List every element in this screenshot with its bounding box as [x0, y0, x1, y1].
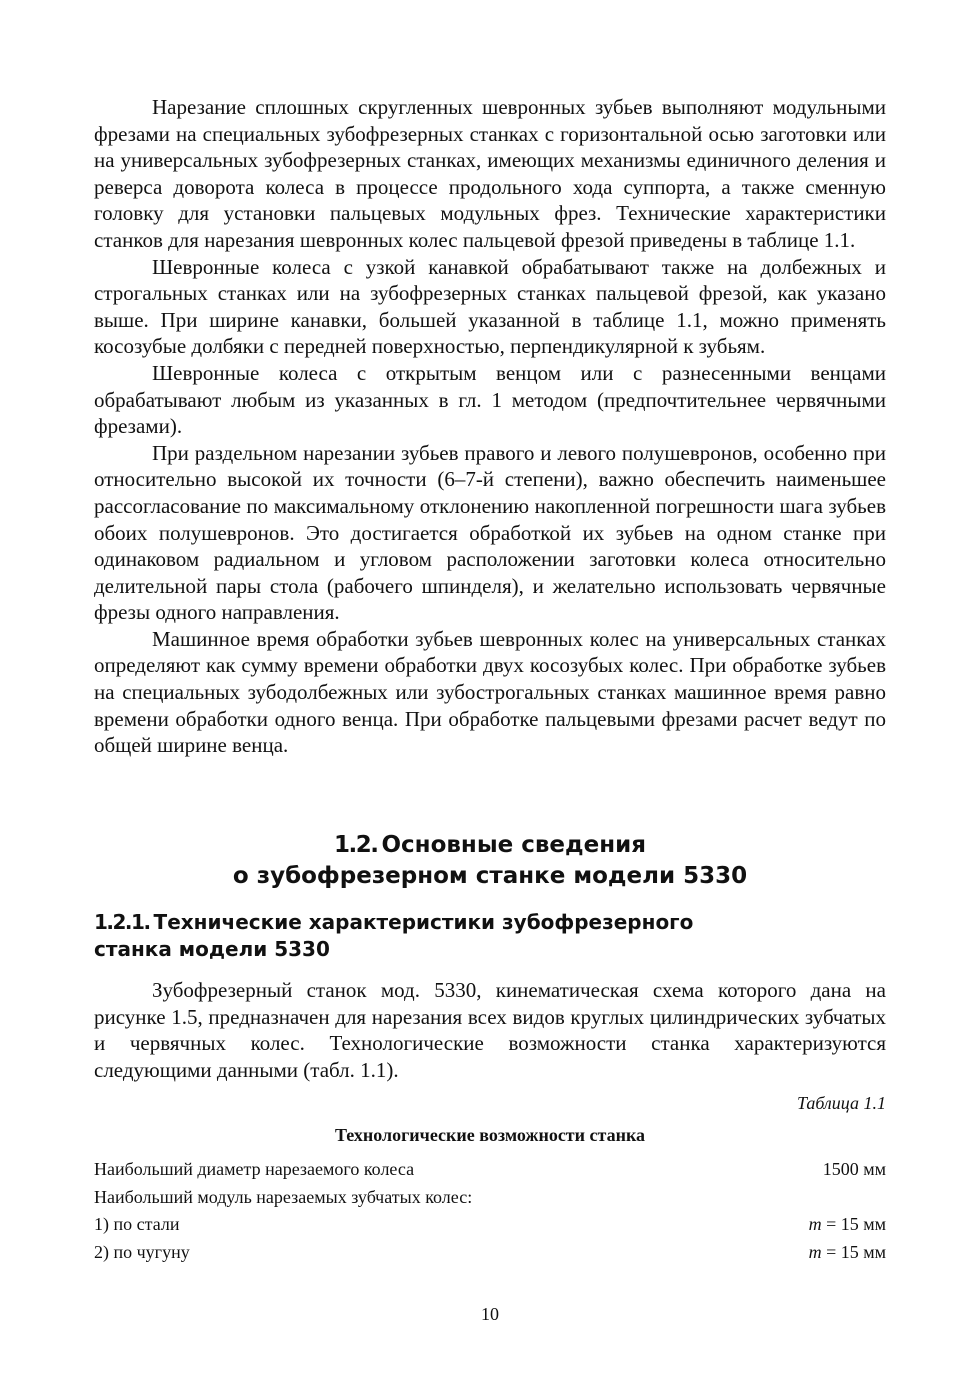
table-row	[94, 1157, 886, 1185]
row-value	[809, 1240, 886, 1268]
row-value-text: = 15 мм	[821, 1241, 886, 1262]
specs-table	[94, 1157, 886, 1267]
paragraph: Нарезание сплошных скругленных шевронных зубьев выполняют модульными фрезами на специальных зубофрезерных станках с горизонтальной осью заготовки или на универсальных зубофрезерных станках, имеющих механизмы единичного деления и реверса доворота колеса в процессе продольного хода суппорта, а также сменную головку для установки пальцевых модульных фрез. Технические характеристики станков для нарезания шевронных колес пальцевой фрезой приведены в таблице 1.1.	[94, 95, 886, 252]
paragraph: Шевронные колеса с открытым венцом или с разнесенными венцами обрабатывают любым из указанных в гл. 1 методом (предпочтительнее червячными фрезами).	[94, 360, 886, 439]
section-heading-line1	[94, 830, 886, 861]
row-value-text: = 15 мм	[821, 1214, 886, 1234]
table-row	[94, 1240, 886, 1268]
subsection-heading-line1	[94, 909, 886, 936]
row-var: m	[808, 1214, 822, 1234]
body-text	[94, 94, 886, 759]
row-value-text: 1500 мм	[822, 1159, 886, 1179]
table-title: Технологические возможности станка	[334, 1125, 646, 1145]
section-heading	[94, 830, 886, 892]
intro-paragraph: Зубофрезерный станок мод. 5330, кинематическая схема которого дана на рисунке 1.5, предназначен для нарезания всех видов круглых цилиндрических зубчатых и червячных колес. Технологические возможности станка характеризуются следующими данными (табл. 1.1).	[94, 978, 886, 1082]
paragraph: Машинное время обработки зубьев шевронных колес на универсальных станках определяют как сумму времени обработки двух косозубых колес. При обработке зубьев на специальных зубодолбежных или зубострогальных станках машинное время равно времени обработки одного венца. При обработке пальцевыми фрезами расчет ведут по общей ширине венца.	[94, 626, 886, 758]
row-name: Наибольший диаметр нарезаемого колеса	[94, 1159, 415, 1179]
row-value	[809, 1212, 886, 1240]
row-var: m	[808, 1241, 822, 1262]
row-value	[823, 1157, 886, 1185]
table-row	[94, 1185, 886, 1213]
paragraph: Шевронные колеса с узкой канавкой обрабатывают также на долбежных и строгальных станках или на зубофрезерных станках пальцевой фрезой, как указано выше. При ширине канавки, большей указанной в таблице 1.1, можно применять косозубые долбяки с передней поверхностью, перпендикулярной к зубьям.	[94, 254, 886, 359]
section-title-line1: Основные сведения	[381, 832, 646, 858]
subsection-number: 1.2.1.	[94, 910, 150, 934]
intro-text	[94, 977, 886, 1083]
section-title-line2: о зубофрезерном станке модели 5330	[232, 863, 748, 889]
subsection-title-line2: станка модели 5330	[94, 937, 330, 961]
row-name: Наибольший модуль нарезаемых зубчатых колес:	[94, 1186, 473, 1207]
row-name: 1) по стали	[94, 1214, 180, 1234]
page-number: 10	[481, 1304, 499, 1324]
table-row	[94, 1212, 886, 1240]
table-label: Таблица 1.1	[796, 1093, 886, 1113]
paragraph: При раздельном нарезании зубьев правого и левого полушевронов, особенно при относительно высокой их точности (6–7-й степени), важно обеспечить наименьшее рассогласование по максимальному отклонению накопленной погрешности шага зубьев обоих полушевронов. Это достигается обработкой их зубьев на одном станке при одинаковом радиальном и угловом расположении заготовки колеса относительно делительной пары стола (рабочего шпинделя), и желательно использовать червячные фрезы одного направления.	[94, 440, 886, 625]
section-number: 1.2.	[334, 832, 378, 858]
row-name: 2) по чугуну	[94, 1241, 190, 1262]
subsection-title-line1: Технические характеристики зубофрезерного	[153, 910, 694, 934]
subsection-heading	[94, 909, 886, 963]
